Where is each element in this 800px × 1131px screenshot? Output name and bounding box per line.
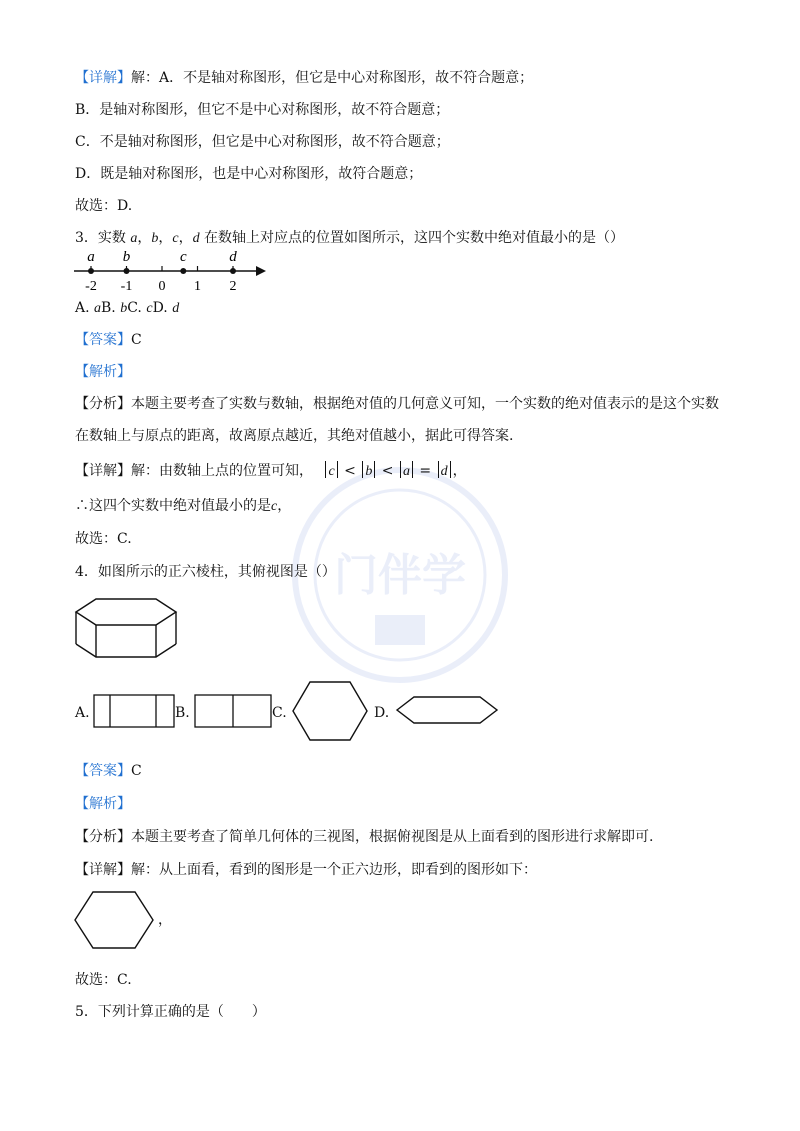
q3-option-d-letter: D. bbox=[152, 300, 173, 316]
hexagonal-prism-figure bbox=[72, 596, 182, 662]
q3-var-d: d bbox=[192, 231, 200, 246]
q4-answer-value: C bbox=[131, 763, 142, 779]
q4-detail-text: 解：从上面看，看到的图形是一个正六边形，即看到的图形如下： bbox=[131, 862, 537, 878]
q3-option-a-letter: A. bbox=[75, 300, 95, 316]
q3-sep3: ， bbox=[178, 230, 193, 246]
q5-stem: 5．下列计算正确的是（ ） bbox=[75, 1004, 266, 1020]
q3-option-c-var: c bbox=[146, 301, 153, 316]
q3-option-c-letter: C. bbox=[127, 300, 147, 316]
q3-answer-value: C bbox=[131, 332, 142, 348]
number-line-figure bbox=[70, 248, 280, 296]
number-line-point-label-b: b bbox=[122, 249, 131, 265]
detail-tag: 【详解】 bbox=[75, 70, 131, 86]
q4-option-d-figure[interactable] bbox=[394, 694, 500, 726]
ineq-eq: = bbox=[414, 463, 436, 479]
number-line-point-c bbox=[180, 268, 186, 274]
svg-text:门伴学: 门伴学 bbox=[334, 551, 466, 600]
q3-option-c[interactable] bbox=[127, 300, 152, 316]
abs-inequality bbox=[323, 463, 466, 479]
q2-line-d: D．既是轴对称图形，也是中心对称图形，故符合题意； bbox=[75, 166, 423, 182]
q3-sep1: ， bbox=[137, 230, 152, 246]
number-line-point-d bbox=[230, 268, 236, 274]
ineq-lt2: < bbox=[377, 463, 398, 479]
q3-detail-line bbox=[75, 461, 467, 482]
q2-line-c: C．不是轴对称图形，但它是中心对称图形，故不符合题意； bbox=[75, 134, 450, 150]
q3-option-d[interactable] bbox=[153, 300, 180, 316]
q4-option-a-label[interactable]: A. bbox=[75, 705, 90, 721]
q4-option-c-label[interactable]: C. bbox=[272, 705, 287, 721]
q4-after-figure: ， bbox=[158, 912, 172, 928]
q2-detail-line-a bbox=[75, 68, 533, 88]
number-line-tick-label: -2 bbox=[85, 279, 97, 294]
q3-var-b: b bbox=[151, 231, 159, 246]
q3-option-b[interactable] bbox=[101, 300, 127, 316]
q3-fenxi-text1: 本题主要考查了实数与数轴，根据绝对值的几何意义可知，一个实数的绝对值表示的是这个实数 bbox=[131, 396, 719, 412]
q4-option-a-figure[interactable] bbox=[93, 693, 175, 729]
q3-choice: 故选：C. bbox=[75, 531, 132, 547]
q4-option-b-label[interactable]: B. bbox=[175, 705, 190, 721]
ineq-lt1: < bbox=[339, 463, 361, 479]
q3-detail-text: 解：由数轴上点的位置可知， bbox=[131, 463, 313, 479]
q3-stem-suffix: 在数轴上对应点的位置如图所示，这四个实数中绝对值最小的是（） bbox=[199, 230, 625, 246]
number-line-tick-label: -1 bbox=[120, 279, 133, 294]
q4-fenxi-text: 本题主要考查了简单几何体的三视图，根据俯视图是从上面看到的图形进行求解即可. bbox=[131, 829, 654, 845]
q4-answer bbox=[75, 761, 142, 781]
number-line-point-label-c: c bbox=[179, 249, 187, 265]
q3-conclusion-suffix: ， bbox=[277, 498, 292, 514]
q3-option-b-var: b bbox=[120, 301, 128, 316]
q3-option-b-letter: B. bbox=[101, 300, 121, 316]
answer-tag: 【答案】 bbox=[75, 332, 131, 348]
q2-choice: 故选：D. bbox=[75, 198, 133, 214]
fenxi-tag: 【分析】 bbox=[75, 396, 131, 412]
q3-var-a: a bbox=[130, 231, 138, 246]
abs-d: d bbox=[440, 464, 448, 479]
q3-fenxi-line2: 在数轴上与原点的距离，故离原点越近，其绝对值越小，据此可得答案. bbox=[75, 428, 514, 444]
q3-stem-prefix: 3．实数 bbox=[75, 230, 131, 246]
q3-var-c: c bbox=[172, 231, 179, 246]
abs-c: c bbox=[328, 464, 335, 479]
q4-answer-hexagon-figure bbox=[72, 889, 156, 951]
q3-answer bbox=[75, 330, 142, 350]
number-line-tick-label: 1 bbox=[194, 279, 201, 294]
q3-fenxi-line1 bbox=[75, 394, 719, 414]
q3-options bbox=[75, 298, 179, 319]
abs-a: a bbox=[402, 464, 410, 479]
abs-b: b bbox=[365, 464, 373, 479]
q4-option-b-figure[interactable] bbox=[194, 693, 272, 729]
q3-option-a[interactable] bbox=[75, 300, 101, 316]
number-line-point-a bbox=[88, 268, 94, 274]
ineq-end: ， bbox=[452, 463, 467, 479]
q4-choice: 故选：C. bbox=[75, 972, 132, 988]
q3-stem bbox=[75, 228, 624, 249]
detail-tag: 【详解】 bbox=[75, 862, 131, 878]
number-line-tick-label: 0 bbox=[158, 279, 166, 294]
answer-tag: 【答案】 bbox=[75, 763, 131, 779]
q3-conclusion-var: c bbox=[271, 499, 278, 514]
q3-conclusion bbox=[75, 496, 291, 517]
q3-option-a-var: a bbox=[94, 301, 102, 316]
q4-detail bbox=[75, 860, 537, 880]
detail-tag: 【详解】 bbox=[75, 463, 131, 479]
q2-line-a-text: 解：A．不是轴对称图形，但它是中心对称图形，故不符合题意； bbox=[131, 70, 534, 86]
q3-analysis-tag: 【解析】 bbox=[75, 364, 131, 380]
number-line-point-b bbox=[124, 268, 130, 274]
number-line-point-label-a: a bbox=[87, 249, 95, 265]
q3-option-d-var: d bbox=[172, 301, 180, 316]
q3-conclusion-prefix: ∴这四个实数中绝对值最小的是 bbox=[75, 498, 271, 514]
q4-option-d-label[interactable]: D. bbox=[374, 705, 390, 721]
q2-line-b: B．是轴对称图形，但它不是中心对称图形，故不符合题意； bbox=[75, 102, 450, 118]
q4-stem: 4．如图所示的正六棱柱，其俯视图是（） bbox=[75, 564, 336, 580]
number-line-tick-label: 2 bbox=[229, 279, 237, 294]
q3-sep2: ， bbox=[158, 230, 173, 246]
fenxi-tag: 【分析】 bbox=[75, 829, 131, 845]
q4-fenxi bbox=[75, 827, 653, 847]
number-line-point-label-d: d bbox=[229, 249, 237, 265]
q4-option-c-figure[interactable] bbox=[290, 679, 370, 743]
number-line-arrow bbox=[256, 266, 266, 276]
q4-analysis-tag: 【解析】 bbox=[75, 796, 131, 812]
